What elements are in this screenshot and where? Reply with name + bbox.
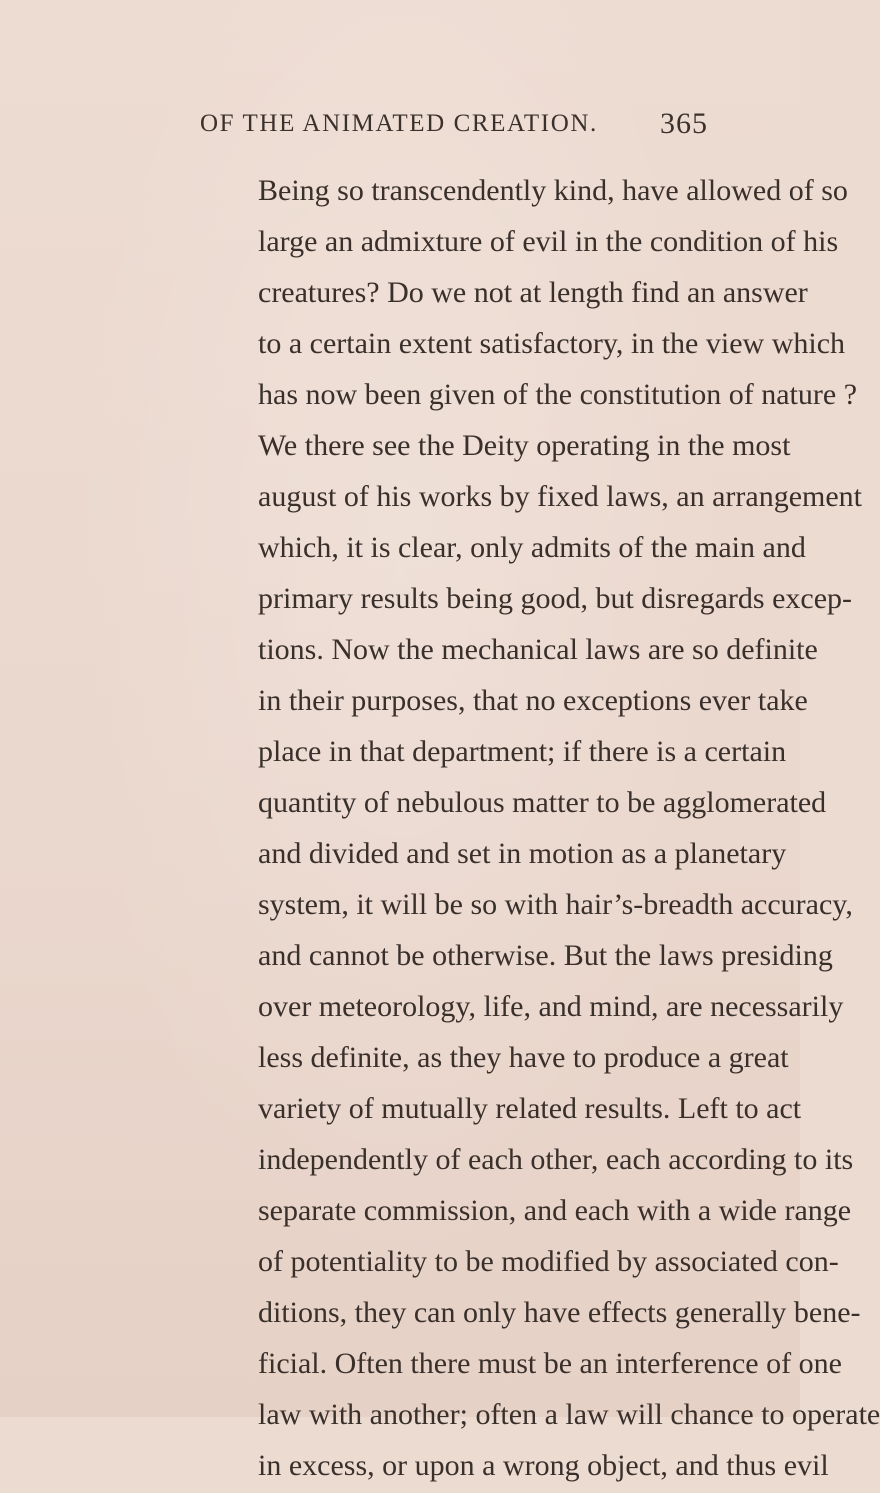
text-line: august of his works by fixed laws, an arrangement — [258, 480, 863, 513]
text-line: and divided and set in motion as a planetary — [258, 837, 787, 870]
page-number: 365 — [660, 107, 708, 140]
text-line: ditions, they can only have effects generally bene- — [258, 1296, 861, 1329]
text-line: large an admixture of evil in the condition of his — [258, 225, 839, 258]
text-line: We there see the Deity operating in the most — [258, 429, 791, 462]
text-line: which, it is clear, only admits of the main and — [258, 531, 806, 564]
running-head — [0, 104, 800, 144]
text-line: quantity of nebulous matter to be agglomerated — [258, 786, 827, 819]
text-line: variety of mutually related results. Left to act — [258, 1092, 802, 1125]
text-line: law with another; often a law will chance to operate — [258, 1398, 880, 1431]
text-line: place in that department; if there is a certain — [258, 735, 787, 768]
text-line: Being so transcendently kind, have allowed of so — [258, 174, 848, 207]
text-line: less definite, as they have to produce a great — [258, 1041, 789, 1074]
text-line: creatures? Do we not at length find an answer — [258, 276, 808, 309]
running-title: OF THE ANIMATED CREATION. — [200, 110, 598, 137]
text-line: separate commission, and each with a wide range — [258, 1194, 852, 1227]
text-line: has now been given of the constitution of nature ? — [258, 378, 858, 411]
text-line: ficial. Often there must be an interference of one — [258, 1347, 842, 1380]
text-line: over meteorology, life, and mind, are necessarily — [258, 990, 844, 1023]
text-line: primary results being good, but disregards excep- — [258, 582, 853, 615]
text-line: system, it will be so with hair’s-breadth accuracy, — [258, 888, 853, 921]
text-line: in their purposes, that no exceptions ever take — [258, 684, 808, 717]
text-line: and cannot be otherwise. But the laws presiding — [258, 939, 833, 972]
text-line: independently of each other, each according to its — [258, 1143, 854, 1176]
text-line: of potentiality to be modified by associated con- — [258, 1245, 839, 1278]
text-line: in excess, or upon a wrong object, and thus evil — [258, 1449, 829, 1482]
text-line: tions. Now the mechanical laws are so definite — [258, 633, 818, 666]
text-line: to a certain extent satisfactory, in the view which — [258, 327, 846, 360]
